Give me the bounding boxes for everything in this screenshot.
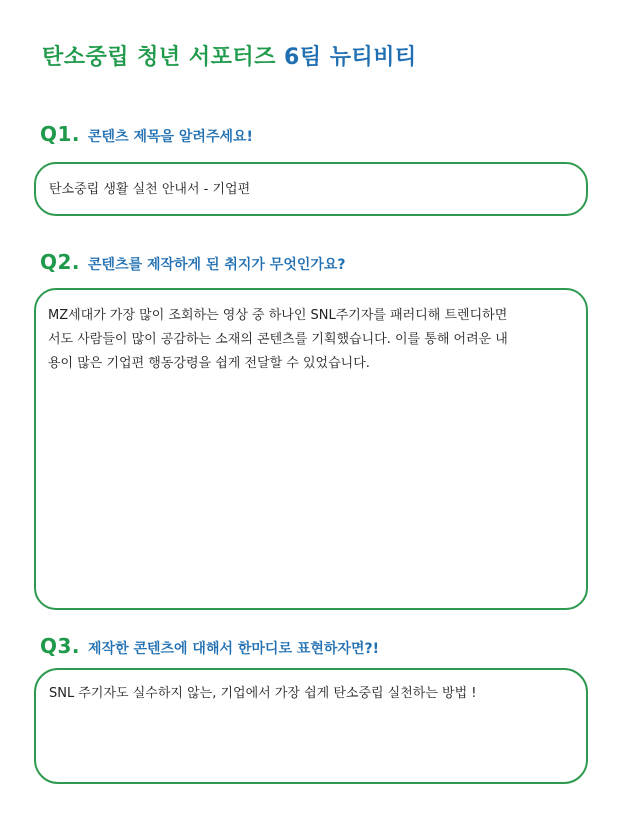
answer-2-line: 용이 많은 기업편 행동강령을 쉽게 전달할 수 있었습니다. — [48, 356, 370, 371]
question-3 — [40, 634, 379, 658]
question-1-text: 콘텐츠 제목을 알려주세요! — [88, 129, 253, 145]
answer-2-line: 서도 사람들이 많이 공감하는 소재의 콘텐츠를 기획했습니다. 이를 통해 어려운 내 — [48, 332, 508, 347]
answer-3-box — [34, 668, 588, 784]
question-1 — [40, 122, 253, 146]
answer-1-box — [34, 162, 588, 216]
answer-2-line: MZ세대가 가장 많이 조회하는 영상 중 하나인 SNL주기자를 패러디해 트렌디하면 — [48, 308, 508, 323]
page-title-green: 탄소중립 청년 서포터즈 — [42, 45, 276, 70]
answer-2-text — [36, 290, 586, 376]
page-title — [42, 40, 417, 71]
answer-2-box — [34, 288, 588, 610]
question-2 — [40, 250, 346, 274]
question-3-number: Q3. — [40, 634, 81, 658]
question-2-number: Q2. — [40, 250, 81, 274]
answer-3-text: SNL 주기자도 실수하지 않는, 기업에서 가장 쉽게 탄소중립 실천하는 방법 ! — [49, 686, 477, 701]
question-2-text: 콘텐츠를 제작하게 된 취지가 무엇인가요? — [88, 257, 346, 273]
page-title-blue: 6팀 뉴티비티 — [284, 45, 417, 70]
question-1-number: Q1. — [40, 122, 81, 146]
answer-1-text: 탄소중립 생활 실천 안내서 - 기업편 — [49, 182, 251, 197]
question-3-text: 제작한 콘텐츠에 대해서 한마디로 표현하자면?! — [88, 641, 379, 657]
